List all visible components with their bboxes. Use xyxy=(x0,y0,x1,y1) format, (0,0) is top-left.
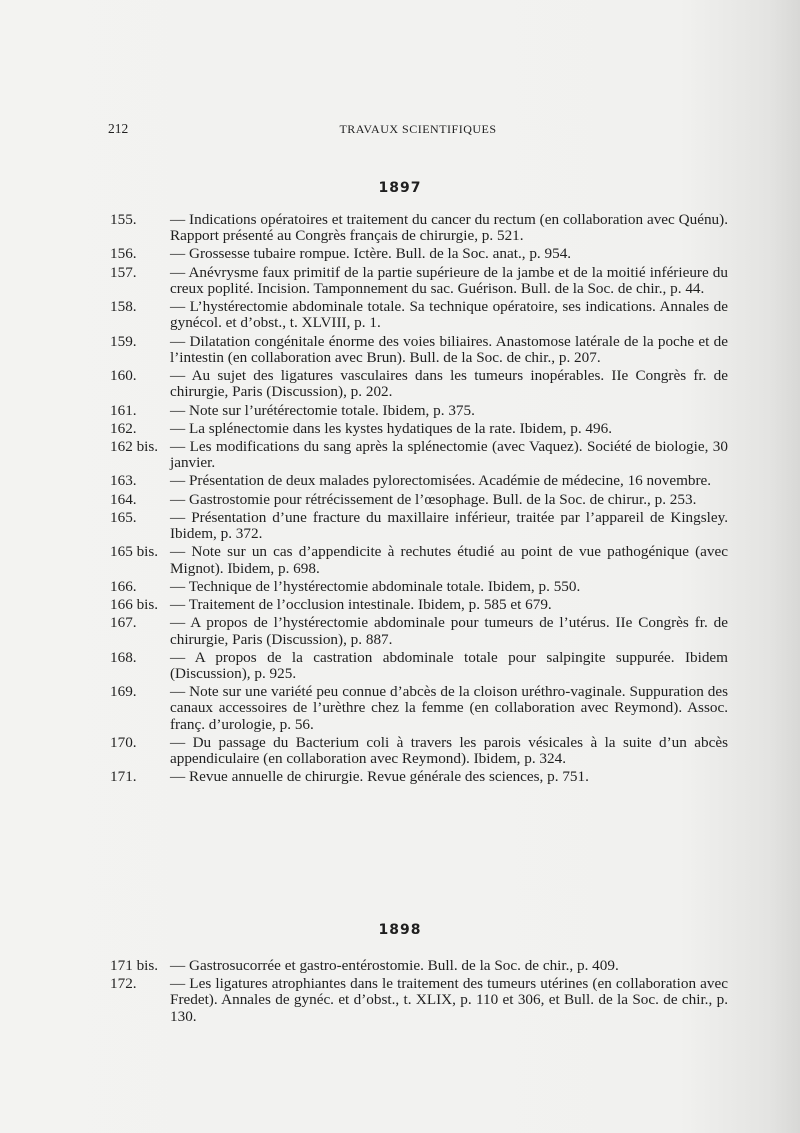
entry-number: 170. xyxy=(110,733,137,751)
list-item xyxy=(110,615,728,647)
entry-text: — Note sur un cas d’appendicite à rechutes étudié au point de vue pathogénique (avec Mignot). Ibidem, p. 698. xyxy=(170,543,728,577)
list-item xyxy=(110,473,728,489)
page-number: 212 xyxy=(108,121,129,136)
entry-text: — Revue annuelle de chirurgie. Revue générale des sciences, p. 751. xyxy=(170,768,589,786)
list-item xyxy=(110,958,728,974)
entry-number: 160. xyxy=(110,367,137,385)
list-item xyxy=(110,544,728,576)
list-item xyxy=(110,579,728,595)
bibliography-list-1897 xyxy=(110,212,728,788)
entry-number: 167. xyxy=(110,614,137,632)
list-item xyxy=(110,492,728,508)
list-item xyxy=(110,735,728,767)
entry-text: — Présentation de deux malades pylorectomisées. Académie de médecine, 16 novembre. xyxy=(170,472,712,490)
list-item xyxy=(110,684,728,733)
running-title: TRAVAUX SCIENTIFIQUES xyxy=(339,122,497,136)
list-item xyxy=(110,976,728,1025)
list-item xyxy=(110,439,728,471)
list-item xyxy=(110,334,728,366)
list-item xyxy=(110,510,728,542)
bibliography-list-1898 xyxy=(110,958,728,1027)
entry-number: 164. xyxy=(110,490,137,508)
entry-number: 169. xyxy=(110,683,137,701)
entry-number: 165 bis. xyxy=(110,543,159,561)
entry-text: — Note sur l’urétérectomie totale. Ibidem, p. 375. xyxy=(170,401,475,419)
running-header xyxy=(108,121,728,141)
entry-text: — La splénectomie dans les kystes hydatiques de la rate. Ibidem, p. 496. xyxy=(170,419,613,437)
section-year-1897: 1897 xyxy=(378,180,422,196)
entry-text: — L’hystérectomie abdominale totale. Sa technique opératoire, ses indications. Annales de gynécol. et d’obst., t. XLVIII, p. 1. xyxy=(170,298,728,332)
entry-number: 163. xyxy=(110,472,137,490)
entry-text: — Du passage du Bacterium coli à travers les parois vésicales à la suite d’un abcès appendiculaire (en collaboration avec Reymond). Ibidem, p. 324. xyxy=(170,733,728,768)
entry-text: — Traitement de l’occlusion intestinale. Ibidem, p. 585 et 679. xyxy=(170,596,552,614)
entry-number: 158. xyxy=(110,298,137,316)
entry-text: — A propos de l’hystérectomie abdominale pour tumeurs de l’utérus. IIe Congrès fr. de chirurgie, Paris (Discussion), p. 887. xyxy=(170,614,728,648)
entry-text: — Indications opératoires et traitement du cancer du rectum (en collaboration avec Quénu). Rapport présenté au Congrès français de chirurgie, p. 521. xyxy=(170,211,728,245)
entry-number: 168. xyxy=(110,648,137,666)
list-item xyxy=(110,265,728,297)
list-item xyxy=(110,403,728,419)
entry-text: — Les ligatures atrophiantes dans le traitement des tumeurs utérines (en collaboration avec Fredet). Annales de gynéc. et d’obst., t. XLIX, p. 110 et 306, et Bull. de la Soc. de chir., p. 130. xyxy=(170,975,728,1025)
entry-text: — Technique de l’hystérectomie abdominale totale. Ibidem, p. 550. xyxy=(170,577,581,595)
entry-number: 157. xyxy=(110,263,137,281)
entry-number: 166. xyxy=(110,577,137,595)
entry-text: — Gastrostomie pour rétrécissement de l’œsophage. Bull. de la Soc. de chirur., p. 253. xyxy=(170,490,697,508)
list-item xyxy=(110,212,728,244)
entry-number: 162 bis. xyxy=(110,438,159,456)
entry-number: 172. xyxy=(110,975,137,993)
entry-number: 171 bis. xyxy=(110,957,159,974)
entry-number: 161. xyxy=(110,401,137,419)
list-item xyxy=(110,769,728,785)
section-year-1898: 1898 xyxy=(378,922,422,938)
entry-text: — A propos de la castration abdominale totale pour salpingite suppurée. Ibidem (Discussion), p. 925. xyxy=(170,648,728,683)
entry-text: — Note sur une variété peu connue d’abcès de la cloison uréthro-vaginale. Suppuration des canaux accessoires de l’urèthre chez la femme (en collaboration avec Reymond). Assoc. franç. d’urologie, p. 56. xyxy=(170,683,728,733)
list-item xyxy=(110,299,728,331)
list-item xyxy=(110,421,728,437)
list-item xyxy=(110,597,728,613)
entry-text: — Gastrosucorrée et gastro-entérostomie. Bull. de la Soc. de chir., p. 409. xyxy=(170,957,619,974)
entry-number: 171. xyxy=(110,768,137,786)
entry-number: 162. xyxy=(110,419,137,437)
entry-text: — Présentation d’une fracture du maxillaire inférieur, traitée par l’appareil de Kingsley. Ibidem, p. 372. xyxy=(170,508,728,543)
entry-number: 155. xyxy=(110,211,137,228)
list-item xyxy=(110,650,728,682)
entry-text: — Les modifications du sang après la splénectomie (avec Vaquez). Société de biologie, 30 janvier. xyxy=(170,438,728,472)
list-item xyxy=(110,368,728,400)
entry-text: — Dilatation congénitale énorme des voies biliaires. Anastomose latérale de la poche et de l’intestin (en collaboration avec Brun). Bull. de la Soc. de chir., p. 207. xyxy=(170,332,728,366)
entry-number: 156. xyxy=(110,245,137,263)
list-item xyxy=(110,246,728,262)
entry-number: 159. xyxy=(110,332,137,350)
entry-number: 166 bis. xyxy=(110,596,159,614)
entry-number: 165. xyxy=(110,508,137,526)
entry-text: — Grossesse tubaire rompue. Ictère. Bull. de la Soc. anat., p. 954. xyxy=(170,245,572,263)
entry-text: — Au sujet des ligatures vasculaires dans les tumeurs inopérables. IIe Congrès fr. de chirurgie, Paris (Discussion), p. 202. xyxy=(170,367,728,401)
entry-text: — Anévrysme faux primitif de la partie supérieure de la jambe et de la moitié inférieure du creux poplité. Incision. Tamponnement du sac. Guérison. Bull. de la Soc. de chir., p. 44. xyxy=(170,263,728,297)
